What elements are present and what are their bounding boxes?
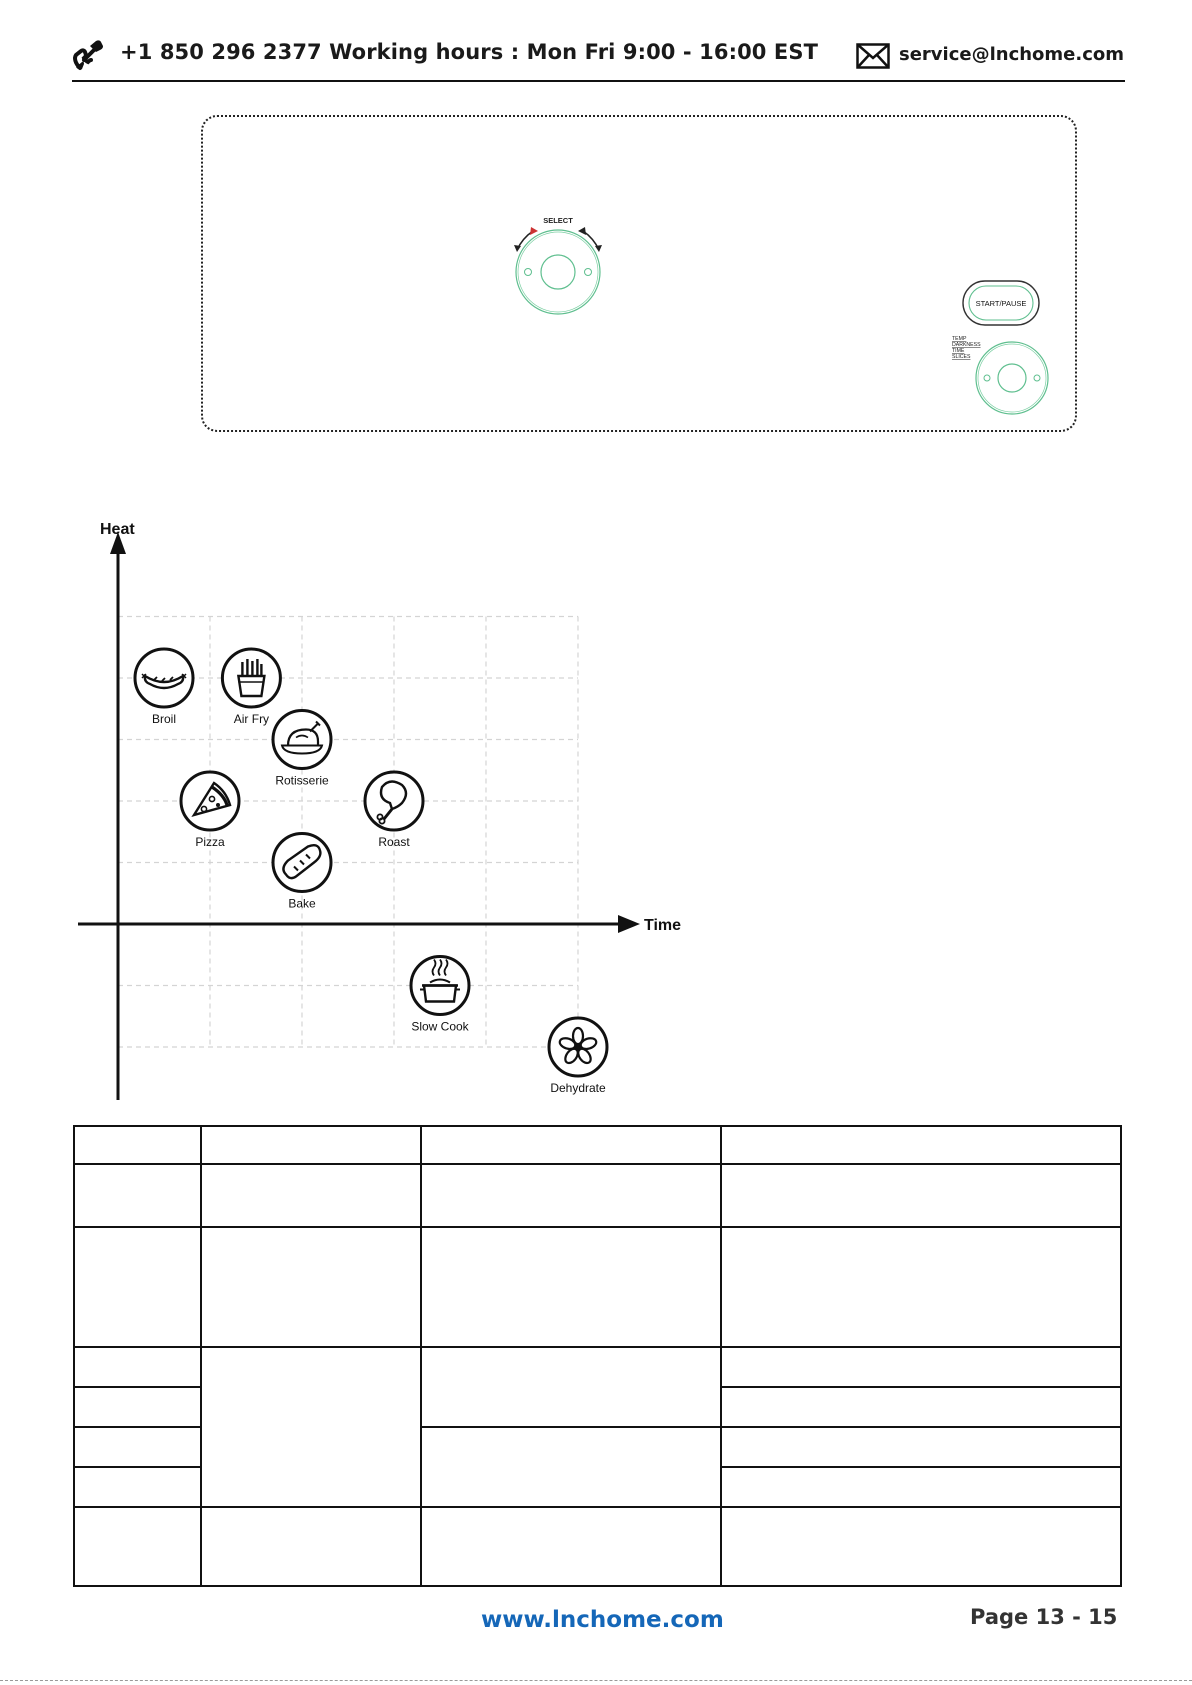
slices-label: SLICES [952,354,971,360]
chart-point-bake [273,834,331,911]
table-row [74,1164,1121,1227]
chart-point-air-fry [222,649,280,726]
select-label: SELECT [543,216,573,225]
page-header [72,34,1125,82]
temp-time-knob [946,334,1056,434]
page-number: Page 13 - 15 [970,1605,1118,1629]
point-label: Pizza [195,835,225,849]
point-label: Air Fry [233,712,270,726]
chart-point-pizza [181,772,239,849]
table-row [74,1227,1121,1347]
chart-point-dehydrate [549,1018,607,1095]
point-label: Dehydrate [550,1081,606,1095]
website-link[interactable]: www.lnchome.com [481,1607,724,1633]
point-label: Roast [378,835,410,849]
settings-table [73,1125,1122,1587]
email-link[interactable]: service@lnchome.com [899,44,1125,65]
start-pause-label: START/PAUSE [975,299,1027,308]
contact-info: +1 850 296 2377 Working hours : Mon Fri 9:00 - 16:00 EST [120,40,819,64]
time-label: TIME [952,348,965,354]
darkness-label: DARKNESS [952,342,981,348]
phone-icon [72,38,106,72]
chart-point-broil [135,649,193,726]
y-axis-label: Heat [100,521,135,538]
heat-time-chart [70,518,690,1106]
point-label: Slow Cook [411,1019,469,1034]
select-knob [503,210,613,320]
point-circle [222,649,280,707]
bottom-divider [0,1680,1192,1682]
point-circle [273,711,331,769]
temp-label: TEMP [952,336,967,342]
table-header-row [74,1126,1121,1164]
x-axis-label: Time [644,917,682,934]
start-pause-button [961,279,1041,327]
chart-point-slow-cook [411,957,470,1034]
point-label: Broil [151,712,177,726]
table-row [74,1507,1121,1586]
chart-point-rotisserie [273,711,331,788]
mail-icon [856,43,890,69]
table-row [74,1347,1121,1387]
chart-point-roast [365,772,423,849]
chart-marks [135,649,607,1095]
point-label: Rotisserie [275,773,329,788]
point-label: Bake [288,896,316,911]
